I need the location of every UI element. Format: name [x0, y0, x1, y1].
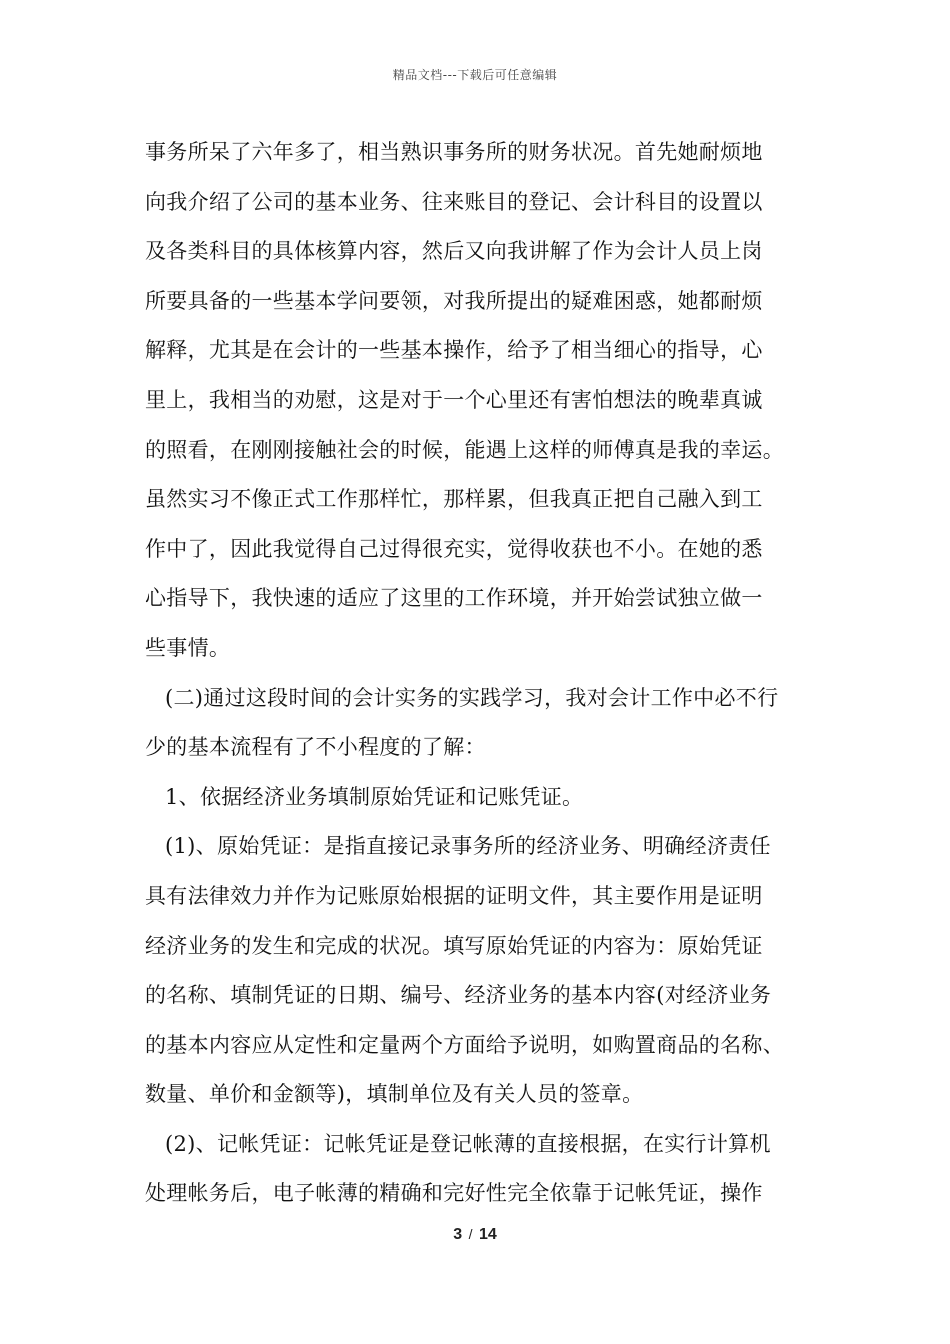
body-line: 少的基本流程有了不小程度的了解：: [145, 735, 486, 760]
body-line: 些事情。: [145, 635, 231, 660]
body-line: 经济业务的发生和完成的状况。填写原始凭证的内容为：原始凭证: [145, 933, 763, 958]
body-line: 的名称、填制凭证的日期、编号、经济业务的基本内容(对经济业务: [145, 983, 772, 1008]
numbered-item-line: 1、依据经济业务填制原始凭证和记账凭证。: [165, 784, 584, 809]
body-line: 心指导下，我快速的适应了这里的工作环境，并开始尝试独立做一: [145, 586, 763, 611]
page-number: [0, 1226, 950, 1244]
sub-item-line: (1)、原始凭证：是指直接记录事务所的经济业务、明确经济责任: [165, 834, 771, 859]
page-header: 精品文档---下载后可任意编辑: [392, 68, 558, 82]
body-line: 处理帐务后，电子帐薄的精确和完好性完全依靠于记帐凭证，操作: [145, 1181, 763, 1206]
body-line: 虽然实习不像正式工作那样忙，那样累，但我真正把自己融入到工: [145, 487, 763, 512]
body-line: 事务所呆了六年多了，相当熟识事务所的财务状况。首先她耐烦地: [145, 140, 763, 164]
body-line: 里上，我相当的劝慰，这是对于一个心里还有害怕想法的晚辈真诚: [145, 387, 763, 412]
body-line: 解释，尤其是在会计的一些基本操作，给予了相当细心的指导，心: [145, 338, 763, 363]
current-page-number: 3: [453, 1226, 463, 1243]
body-line: 所要具备的一些基本学问要领，对我所提出的疑难困惑，她都耐烦: [145, 288, 763, 313]
page-separator: /: [468, 1226, 473, 1242]
body-line: 及各类科目的具体核算内容，然后又向我讲解了作为会计人员上岗: [145, 239, 763, 264]
body-line: 具有法律效力并作为记账原始根据的证明文件，其主要作用是证明: [145, 883, 763, 908]
body-line: 向我介绍了公司的基本业务、往来账目的登记、会计科目的设置以: [145, 189, 763, 214]
total-pages-number: 14: [478, 1226, 497, 1243]
body-line: 的照看，在刚刚接触社会的时候，能遇上这样的师傅真是我的幸运。: [145, 437, 784, 462]
body-line: 的基本内容应从定性和定量两个方面给予说明，如购置商品的名称、: [145, 1032, 784, 1057]
body-line: 作中了，因此我觉得自己过得很充实，觉得收获也不小。在她的悉: [145, 536, 763, 561]
document-body: [145, 128, 815, 1219]
section-heading-line: (二)通过这段时间的会计实务的实践学习，我对会计工作中必不行: [165, 685, 779, 710]
sub-item-line: (2)、记帐凭证：记帐凭证是登记帐薄的直接根据，在实行计算机: [165, 1131, 771, 1156]
body-line: 数量、单价和金额等)，填制单位及有关人员的签章。: [145, 1082, 644, 1107]
